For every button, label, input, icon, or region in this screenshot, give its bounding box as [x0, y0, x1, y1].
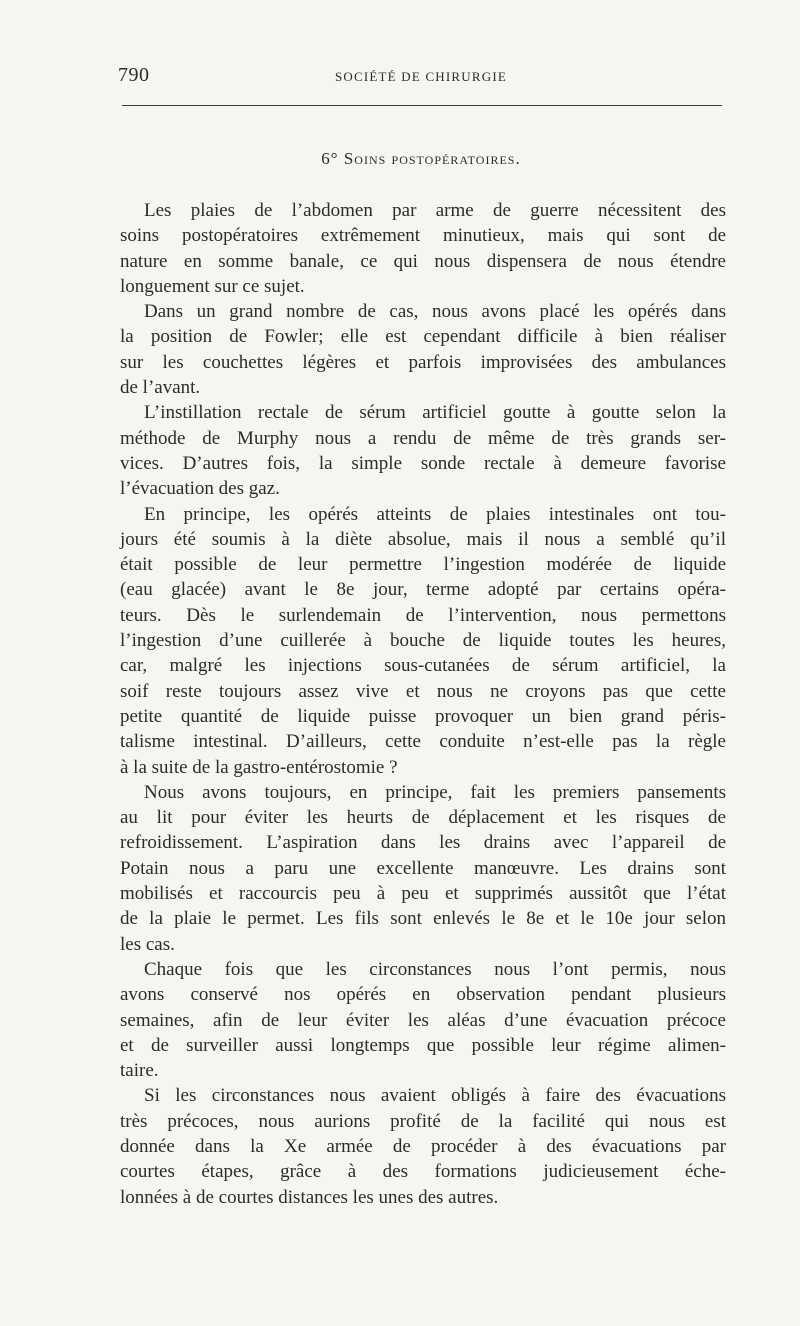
paragraph	[120, 198, 726, 299]
text-line: donnée dans la Xe armée de procéder à des évacuations par	[120, 1135, 726, 1157]
section-title: Soins postopératoires.	[343, 149, 521, 168]
text-line: refroidissement. L’aspiration dans les drains avec l’appareil de	[120, 832, 726, 854]
text-line: méthode de Murphy nous a rendu de même de très grands ser-	[120, 427, 726, 449]
text-line: longuement sur ce sujet.	[120, 275, 305, 297]
text-line: Dans un grand nombre de cas, nous avons placé les opérés dans	[144, 301, 726, 323]
text-line: vices. D’autres fois, la simple sonde rectale à demeure favorise	[120, 452, 726, 474]
text-line: et de surveiller aussi longtemps que possible leur régime alimen-	[120, 1034, 726, 1056]
text-line: de l’avant.	[120, 377, 201, 399]
text-line: mobilisés et raccourcis peu à peu et supprimés aussitôt que l’état	[120, 883, 726, 905]
text-line: taire.	[120, 1060, 159, 1082]
paragraph	[120, 400, 726, 501]
text-line: lonnées à de courtes distances les unes des autres.	[120, 1186, 499, 1208]
paragraph	[120, 780, 726, 957]
text-line: car, malgré les injections sous-cutanées de sérum artificiel, la	[120, 655, 726, 677]
text-line: l’ingestion d’une cuillerée à bouche de liquide toutes les heures,	[120, 630, 726, 652]
text-line: teurs. Dès le surlendemain de l’intervention, nous permettons	[120, 604, 726, 626]
text-line: sur les couchettes légères et parfois improvisées des ambulances	[120, 351, 726, 373]
text-line: Potain nous a paru une excellente manœuvre. Les drains sont	[120, 857, 726, 879]
text-line: très précoces, nous aurions profité de la facilité qui nous est	[120, 1110, 726, 1132]
page-number: 790	[118, 64, 150, 86]
text-line: à la suite de la gastro-entérostomie ?	[120, 756, 398, 778]
text-line: de la plaie le permet. Les fils sont enlevés le 8e et le 10e jour selon	[120, 908, 726, 930]
text-line: petite quantité de liquide puisse provoquer un bien grand péris-	[120, 705, 726, 727]
text-line: avons conservé nos opérés en observation pendant plusieurs	[120, 984, 726, 1006]
text-line: L’instillation rectale de sérum artificiel goutte à goutte selon la	[144, 402, 726, 424]
paragraph	[120, 502, 726, 780]
body-text	[120, 198, 726, 1210]
running-head	[118, 60, 724, 96]
text-line: Si les circonstances nous avaient obligés à faire des évacuations	[144, 1085, 726, 1107]
text-line: courtes étapes, grâce à des formations judicieusement éche-	[120, 1161, 726, 1183]
text-line: soins postopératoires extrêmement minutieux, mais qui sont de	[120, 225, 726, 247]
text-line: Les plaies de l’abdomen par arme de guerre nécessitent des	[144, 200, 726, 221]
text-line: soif reste toujours assez vive et nous ne croyons pas que cette	[120, 680, 726, 702]
text-line: l’évacuation des gaz.	[120, 478, 280, 500]
text-line: les cas.	[120, 933, 175, 955]
paragraph	[120, 299, 726, 400]
text-line: semaines, afin de leur éviter les aléas d’une évacuation précoce	[120, 1009, 726, 1031]
text-line: En principe, les opérés atteints de plaies intestinales ont tou-	[144, 503, 726, 525]
paragraph	[120, 957, 726, 1083]
text-line: nature en somme banale, ce qui nous dispensera de nous étendre	[120, 250, 726, 272]
text-line: au lit pour éviter les heurts de déplacement et les risques de	[120, 807, 726, 829]
text-line: Nous avons toujours, en principe, fait les premiers pansements	[144, 781, 726, 803]
text-line: jours été soumis à la diète absolue, mais il nous a semblé qu’il	[120, 528, 726, 550]
text-line: Chaque fois que les circonstances nous l’ont permis, nous	[144, 958, 726, 980]
text-line: était possible de leur permettre l’ingestion modérée de liquide	[120, 554, 726, 576]
paragraph	[120, 1083, 726, 1209]
text-line: talisme intestinal. D’ailleurs, cette conduite n’est-elle pas la règle	[120, 731, 726, 753]
header-rule	[122, 105, 722, 106]
journal-title: SOCIÉTÉ DE CHIRURGIE	[334, 69, 508, 84]
text-line: la position de Fowler; elle est cependant difficile à bien réaliser	[120, 326, 726, 348]
text-line: (eau glacée) avant le 8e jour, terme adopté par certains opéra-	[120, 579, 726, 601]
section-number: 6°	[321, 149, 339, 168]
section-heading	[118, 149, 724, 169]
